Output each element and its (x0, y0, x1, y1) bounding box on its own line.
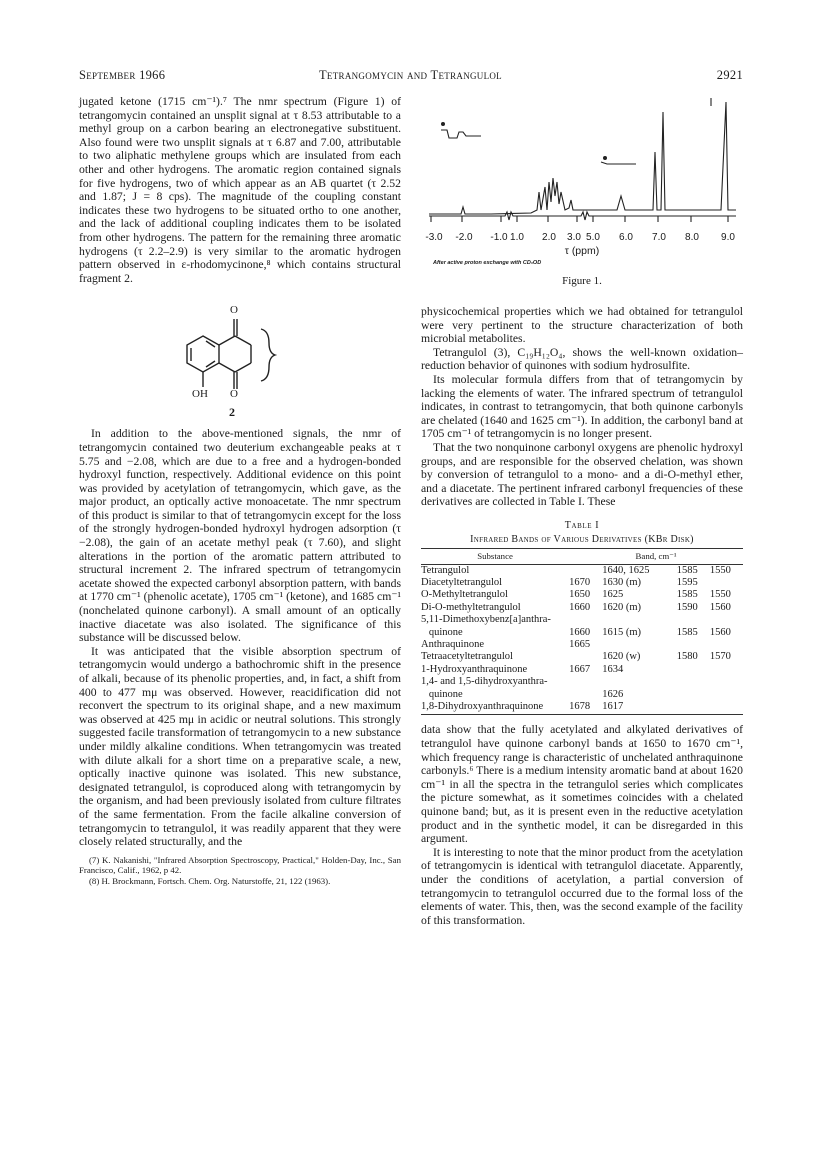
page-number: 2921 (716, 68, 743, 82)
tick-label: 9.0 (721, 232, 735, 243)
right-column (421, 305, 743, 927)
band-cell (602, 676, 677, 688)
tick-label: 8.0 (685, 232, 699, 243)
band-cell (710, 577, 743, 589)
figure-note: After active proton exchange with CD₃OD (433, 260, 542, 266)
left-column (79, 95, 401, 886)
paragraph-molecular-formula: Its molecular formula differs from that of tetrangomycin by lacking the elements of water. The infrared spectrum of tetrangulol indicates, in contrast to tetrangomycin, that both quinone carbonyls are chelated (1640 and 1625 cm⁻¹). In addition, the carbonyl band at 1705 cm⁻¹ of tetrangomycin is no longer present. (421, 372, 743, 441)
paragraph-physicochemical: physicochemical properties which we had obtained for tetrangulol were very pertinent to the structure characterization of both microbial metabolites. (421, 305, 743, 346)
band-cell: 1634 (602, 663, 624, 675)
table-row (421, 639, 743, 651)
substance-cell: quinone (421, 626, 463, 638)
table-row (421, 664, 743, 676)
spectrum-trace (429, 102, 736, 214)
table-caption: Table I (564, 519, 600, 531)
substance-cell: Tetrangulol (421, 564, 470, 576)
baseline (429, 212, 736, 220)
tick-label: 5.0 (586, 232, 600, 243)
substance-cell: Anthraquinone (421, 638, 484, 650)
band-cell: 1626 (602, 688, 624, 700)
band-cell (710, 701, 743, 715)
tick-label: 6.0 (619, 232, 633, 243)
band-cell: 1590 (676, 601, 698, 613)
figure-caption: Figure 1. (562, 275, 602, 287)
substance-cell: 1,8-Dihydroxyanthraquinone (421, 701, 569, 715)
band-cell (710, 689, 743, 701)
band-cell: 1678 (569, 701, 602, 715)
tick-label: -2.0 (455, 232, 473, 243)
footnote-8: (8) H. Brockmann, Fortsch. Chem. Org. Naturstoffe, 21, 122 (1963). (89, 875, 331, 886)
footnote-7: (7) K. Nakanishi, "Infrared Absorption Spectroscopy, Practical," Holden-Day, Inc., San Francisco, Calif., 1962, p 42. (79, 854, 401, 876)
column-header-substance: Substance (421, 549, 569, 564)
substance-cell: quinone (421, 688, 463, 700)
band-cell (677, 614, 710, 626)
band-cell: 1580 (676, 651, 698, 663)
paragraph-minor-product: It is interesting to note that the minor product from the acetylation of tetrangomycin is identical with tetrangulol diacetate. Apparently, under the conditions of acetylation, a partial conversion of tetrangomycin to tetrangulol occurred due to the formal loss of the elements of water. This, then, was the second example of the facility of this transformation. (421, 845, 743, 927)
band-cell (710, 639, 743, 651)
band-cell: 1615 (m) (602, 626, 642, 638)
compound-number: 2 (229, 405, 235, 420)
band-cell: 1665 (569, 638, 591, 650)
tick-label: 7.0 (652, 232, 666, 243)
table-row (421, 564, 743, 577)
running-header-title: Tetrangomycin and Tetrangulol (319, 68, 502, 82)
table-row (421, 689, 743, 701)
table-row (421, 676, 743, 688)
exchanged-trace-2 (601, 162, 636, 164)
table-row (421, 577, 743, 589)
band-cell (677, 701, 710, 715)
band-cell (710, 664, 743, 676)
paragraph-tetrangulol: Tetrangulol (3), C₁₉H₁₂O₄, shows the well-known oxidation–reduction behavior of quinones with sodium hydrosulfite. (421, 345, 743, 373)
table-row (421, 602, 743, 614)
exchanged-trace-1 (441, 130, 481, 138)
benzene-ring (187, 336, 219, 372)
asterisk-marker-1 (441, 122, 445, 126)
band-cell: 1595 (676, 576, 698, 588)
table-row (421, 589, 743, 601)
band-cell (569, 614, 602, 626)
band-cell: 1625 (602, 589, 624, 601)
table-title: Infrared Bands of Various Derivatives (KBr Disk) (470, 533, 694, 545)
band-cell (602, 614, 677, 626)
structure-drawing (79, 291, 401, 423)
spectrum-plot (421, 92, 743, 237)
band-cell: 1570 (709, 651, 731, 663)
column-header-band: Band, cm⁻¹ (569, 549, 743, 564)
band-cell: 1620 (w) (602, 651, 641, 663)
band-cell: 1585 (676, 626, 698, 638)
band-cell: 1550 (709, 589, 731, 601)
band-cell: 1660 (569, 626, 591, 638)
structural-fragment-2 (79, 291, 401, 423)
band-cell: 1640, 1625 (602, 564, 650, 576)
band-cell (677, 689, 710, 701)
table-1 (421, 519, 743, 715)
substance-cell: 5,11-Dimethoxybenz[a]anthra- (421, 614, 551, 626)
band-cell: 1667 (569, 663, 591, 675)
band-cell: 1585 (676, 589, 698, 601)
paragraph-chelation: That the two nonquinone carbonyl oxygens are phenolic hydroxyl groups, and are responsible for the observed chelation, was shown by conversion of tetrangulol to a mono- and a di-O-methyl ether, and a diacetate. The pertinent infrared carbonyl frequencies of these derivatives are collected in Table I. These (421, 440, 743, 509)
substance-cell: 1,4- and 1,5-dihydroxyanthra- (421, 676, 548, 688)
table-row (421, 651, 743, 663)
table-row (421, 701, 743, 715)
band-cell: 1660 (569, 601, 591, 613)
tick-label: -3.0 (425, 232, 443, 243)
band-cell (602, 639, 677, 651)
table-row (421, 614, 743, 626)
band-cell: 1560 (709, 601, 731, 613)
infrared-bands-table (421, 548, 743, 715)
table-row (421, 627, 743, 639)
paragraph-deuterium: In addition to the above-mentioned signals, the nmr of tetrangomycin contained two deuterium exchangeable peaks at τ 5.75 and −2.08, which are due to a free and a hydrogen-bonded hydroxyl function, respectively. Additional evidence on this point was provided by acetylation of tetrangomycin, which gave, as the major product, an optically active monoacetate. The nmr spectrum of this product is similar to that of tetrangomycin except for the loss of the strongly hydrogen-bonded hydroxyl hydrogen adsorption (τ −2.08), the gain of an acetate methyl peak (τ 7.60), and slight alterations in the portion of the aromatic pattern attributed to structural increment 2. The infrared spectrum of tetrangomycin acetate showed the expected carbonyl absorption pattern, with bands at 1770 cm⁻¹ (phenolic acetate), 1705 cm⁻¹ (ketone), and 1685 cm⁻¹ (nonchelated quinone carbonyl). A small amount of an optically inactive diacetate was also isolated. The significance of this substance will be discussed below. (79, 427, 401, 645)
running-header-date: September 1966 (79, 68, 166, 82)
band-cell: 1670 (569, 576, 591, 588)
x-axis-label: τ (ppm) (564, 245, 600, 257)
paragraph-nmr-spectrum: jugated ketone (1715 cm⁻¹).⁷ The nmr spectrum (Figure 1) of tetrangomycin contained an unsplit signal at τ 8.53 attributable to a methyl group on a carbon bearing an electronegative substituent. Also found were two unsplit signals at τ 6.87 and 7.00, attributable to two aliphatic methylene groups which are insulated from each other and other hydrogens. The aromatic region contained signals for five hydrogens, two of which appear as an AB quartet (τ 2.52 and 1.87; J = 8 cps). The magnitude of the coupling constant indicates these two hydrogens to be situated ortho to one another, and the lack of additional coupling indicates them to be isolated from other hydrogens. The pattern for the remaining three aromatic hydrogens (τ 2.2–2.9) is very similar to the aromatic hydrogen pattern observed in ε-rhodomycinone,⁸ which contains structural fragment 2. (79, 95, 401, 285)
band-cell (569, 564, 602, 577)
band-cell: 1650 (569, 589, 591, 601)
band-cell (569, 676, 602, 688)
tick-label: 1.0 (510, 232, 524, 243)
band-cell (710, 614, 743, 626)
hydroxyl-label: OH (192, 388, 208, 401)
band-cell (677, 676, 710, 688)
band-cell: 1585 (676, 564, 698, 576)
band-cell (569, 651, 602, 663)
tick-label: 2.0 (542, 232, 556, 243)
oxygen-label-bottom: O (230, 388, 238, 401)
footnotes (79, 855, 401, 887)
tick-label: -1.0 (490, 232, 508, 243)
paragraph-alkali: It was anticipated that the visible absorption spectrum of tetrangomycin would undergo a bathochromic shift in the presence of alkali, because of its phenolic properties, and, in fact, a shift from 400 to 477 mμ was observed. However, reacidification did not reconvert the spectrum to its original shape, and a new maximum was observed at 425 mμ in acidic or neutral solutions. This strongly suggested facile transformation of tetrangomycin to a new substance under mildly alkaline conditions. When tetrangomycin was treated with dilute alkali for a short time on a preparative scale, a new, optically inactive quinone was isolated. This new substance, designated tetrangulol, is coproduced along with tetrangomycin by the organism, and had been previously isolated from culture filtrates of the same fermentation. From the facile alkaline conversion of tetrangomycin to tetrangulol, it was readily apparent that they were closely related structurally, and the (79, 644, 401, 849)
band-cell: 1620 (m) (602, 601, 642, 613)
tick-label: 3.0 (567, 232, 581, 243)
band-cell: 1617 (602, 701, 677, 715)
oxygen-label-top: O (230, 304, 238, 317)
substance-cell: Diacetyltetrangulol (421, 576, 503, 588)
band-cell (677, 664, 710, 676)
substance-cell: Di-O-methyltetrangulol (421, 601, 521, 613)
band-cell (710, 676, 743, 688)
band-cell: 1550 (709, 564, 731, 576)
band-cell: 1630 (m) (602, 576, 642, 588)
substance-cell: O-Methyltetrangulol (421, 589, 508, 601)
paragraph-data-show: data show that the fully acetylated and alkylated derivatives of tetrangulol have quinone carbonyl bands at 1650 to 1670 cm⁻¹, which frequency range is characteristic of unchelated anthraquinone carbonyls.⁶ There is a medium intensity aromatic band at about 1620 cm⁻¹ in all the spectra in the tetrangulol series which complicates the picture somewhat, as it sometimes coincides with a chelated quinone band; but, as it is present even in the reductive acetylation product and in the synthetic model, it can be disregarded in this argument. (421, 723, 743, 846)
band-cell (569, 689, 602, 701)
band-cell: 1560 (709, 626, 731, 638)
substance-cell: 1-Hydroxyanthraquinone (421, 663, 528, 675)
band-cell (677, 639, 710, 651)
substance-cell: Tetraacetyltetrangulol (421, 651, 513, 663)
asterisk-marker-2 (603, 156, 607, 160)
nmr-spectrum-figure (421, 92, 743, 292)
